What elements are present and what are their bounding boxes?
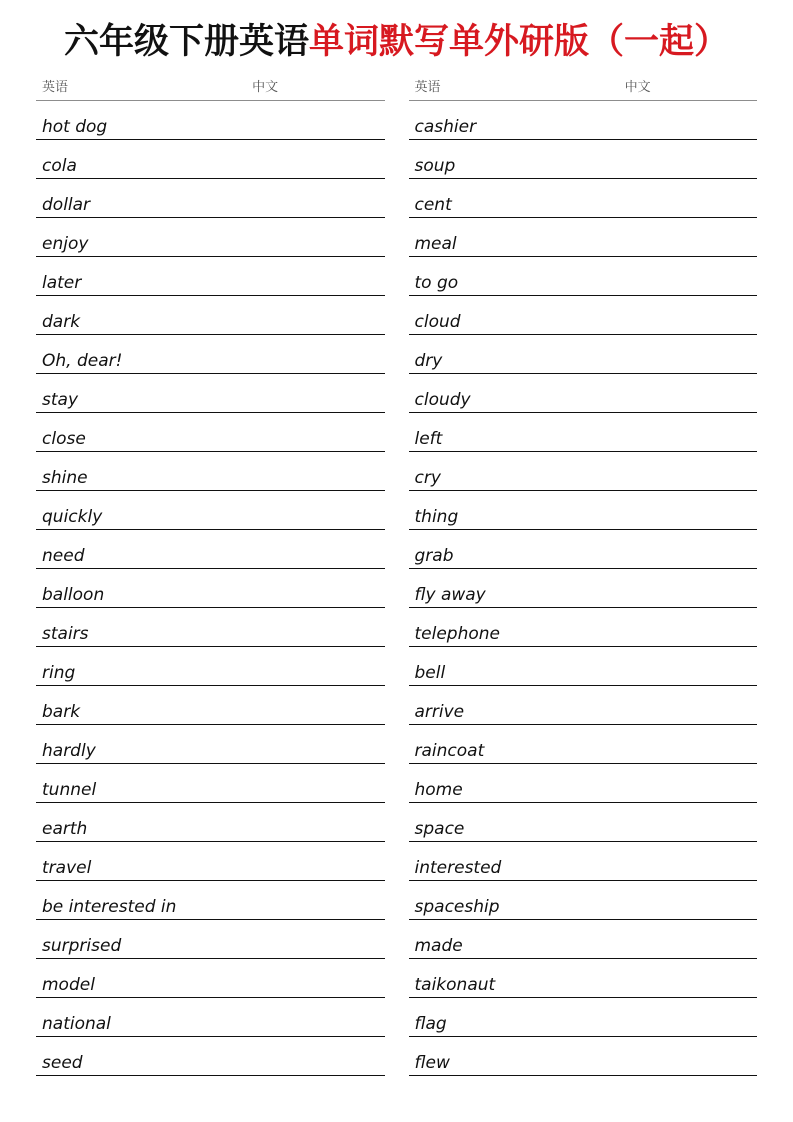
word-chinese-blank[interactable]	[252, 685, 384, 724]
word-english: dry	[409, 334, 625, 373]
table-row	[409, 373, 758, 412]
table-row	[36, 256, 385, 295]
word-english: space	[409, 802, 625, 841]
word-english: earth	[36, 802, 252, 841]
word-chinese-blank[interactable]	[625, 295, 757, 334]
table-row	[409, 412, 758, 451]
page-title-black: 六年级下册英语	[63, 22, 309, 61]
word-chinese-blank[interactable]	[252, 139, 384, 178]
word-chinese-blank[interactable]	[625, 685, 757, 724]
word-english: surprised	[36, 919, 252, 958]
word-english: fly away	[409, 568, 625, 607]
word-english: bark	[36, 685, 252, 724]
table-row	[409, 256, 758, 295]
word-english: stairs	[36, 607, 252, 646]
word-english: raincoat	[409, 724, 625, 763]
table-row	[409, 334, 758, 373]
table-row	[36, 373, 385, 412]
table-row	[36, 841, 385, 880]
table-row	[36, 295, 385, 334]
word-chinese-blank[interactable]	[625, 412, 757, 451]
word-english: be interested in	[36, 880, 252, 919]
table-row	[36, 412, 385, 451]
table-row	[36, 724, 385, 763]
word-chinese-blank[interactable]	[252, 178, 384, 217]
table-row	[409, 178, 758, 217]
word-english: cola	[36, 139, 252, 178]
word-columns	[36, 76, 757, 1076]
table-row	[409, 724, 758, 763]
word-column-right	[409, 76, 758, 1076]
word-chinese-blank[interactable]	[625, 919, 757, 958]
word-chinese-blank[interactable]	[252, 1036, 384, 1075]
word-chinese-blank[interactable]	[252, 724, 384, 763]
word-chinese-blank[interactable]	[625, 451, 757, 490]
column-header-chinese: 中文	[252, 76, 384, 101]
table-row	[36, 178, 385, 217]
word-chinese-blank[interactable]	[625, 529, 757, 568]
word-chinese-blank[interactable]	[625, 997, 757, 1036]
table-row	[409, 958, 758, 997]
word-chinese-blank[interactable]	[252, 958, 384, 997]
word-english: cry	[409, 451, 625, 490]
word-chinese-blank[interactable]	[252, 412, 384, 451]
word-english: hot dog	[36, 100, 252, 139]
word-english: travel	[36, 841, 252, 880]
table-row	[409, 451, 758, 490]
word-chinese-blank[interactable]	[625, 100, 757, 139]
word-chinese-blank[interactable]	[252, 217, 384, 256]
word-english: left	[409, 412, 625, 451]
word-chinese-blank[interactable]	[252, 763, 384, 802]
table-row	[409, 139, 758, 178]
word-english: cashier	[409, 100, 625, 139]
word-chinese-blank[interactable]	[252, 607, 384, 646]
table-row	[36, 1036, 385, 1075]
table-row	[409, 919, 758, 958]
table-row	[409, 490, 758, 529]
table-row	[36, 958, 385, 997]
table-row	[36, 919, 385, 958]
word-english: shine	[36, 451, 252, 490]
word-chinese-blank[interactable]	[625, 646, 757, 685]
word-chinese-blank[interactable]	[625, 607, 757, 646]
word-chinese-blank[interactable]	[625, 763, 757, 802]
table-row	[36, 451, 385, 490]
table-row	[409, 841, 758, 880]
word-chinese-blank[interactable]	[252, 841, 384, 880]
page-title-red: 单词默写单外研版（一起）	[309, 22, 730, 61]
word-english: cloudy	[409, 373, 625, 412]
page-title	[36, 20, 757, 64]
table-row	[409, 100, 758, 139]
table-row	[409, 646, 758, 685]
word-column-left	[36, 76, 385, 1076]
word-chinese-blank[interactable]	[252, 256, 384, 295]
word-chinese-blank[interactable]	[252, 295, 384, 334]
word-english: flag	[409, 997, 625, 1036]
word-chinese-blank[interactable]	[252, 451, 384, 490]
word-chinese-blank[interactable]	[252, 373, 384, 412]
word-chinese-blank[interactable]	[625, 139, 757, 178]
word-english: meal	[409, 217, 625, 256]
table-row	[409, 880, 758, 919]
word-english: ring	[36, 646, 252, 685]
table-header-row	[36, 76, 385, 101]
word-table-right	[409, 76, 758, 1076]
word-english: arrive	[409, 685, 625, 724]
word-english: seed	[36, 1036, 252, 1075]
word-english: stay	[36, 373, 252, 412]
word-chinese-blank[interactable]	[625, 334, 757, 373]
table-row	[409, 802, 758, 841]
column-header-english: 英语	[409, 76, 625, 101]
word-chinese-blank[interactable]	[625, 958, 757, 997]
word-english: spaceship	[409, 880, 625, 919]
table-row	[36, 763, 385, 802]
word-english: close	[36, 412, 252, 451]
table-row	[36, 100, 385, 139]
word-chinese-blank[interactable]	[252, 334, 384, 373]
table-row	[409, 1036, 758, 1075]
table-row	[409, 685, 758, 724]
word-english: model	[36, 958, 252, 997]
table-row	[36, 997, 385, 1036]
word-english: soup	[409, 139, 625, 178]
word-english: cent	[409, 178, 625, 217]
word-chinese-blank[interactable]	[625, 724, 757, 763]
word-chinese-blank[interactable]	[625, 490, 757, 529]
word-chinese-blank[interactable]	[625, 1036, 757, 1075]
word-english: enjoy	[36, 217, 252, 256]
word-english: national	[36, 997, 252, 1036]
table-row	[409, 607, 758, 646]
word-chinese-blank[interactable]	[625, 256, 757, 295]
word-english: flew	[409, 1036, 625, 1075]
word-english: later	[36, 256, 252, 295]
word-english: grab	[409, 529, 625, 568]
word-english: Oh, dear!	[36, 334, 252, 373]
word-english: quickly	[36, 490, 252, 529]
word-chinese-blank[interactable]	[252, 919, 384, 958]
word-chinese-blank[interactable]	[252, 997, 384, 1036]
table-row	[409, 997, 758, 1036]
table-header-row	[409, 76, 758, 101]
word-chinese-blank[interactable]	[252, 568, 384, 607]
table-row	[36, 568, 385, 607]
word-english: taikonaut	[409, 958, 625, 997]
word-chinese-blank[interactable]	[252, 529, 384, 568]
table-row	[36, 217, 385, 256]
table-row	[409, 529, 758, 568]
word-chinese-blank[interactable]	[625, 880, 757, 919]
word-english: to go	[409, 256, 625, 295]
table-row	[36, 646, 385, 685]
word-chinese-blank[interactable]	[625, 841, 757, 880]
word-chinese-blank[interactable]	[625, 568, 757, 607]
table-row	[36, 880, 385, 919]
table-row	[36, 607, 385, 646]
word-chinese-blank[interactable]	[252, 100, 384, 139]
word-english: tunnel	[36, 763, 252, 802]
word-chinese-blank[interactable]	[625, 802, 757, 841]
word-english: bell	[409, 646, 625, 685]
table-row	[36, 802, 385, 841]
word-chinese-blank[interactable]	[252, 802, 384, 841]
word-english: dark	[36, 295, 252, 334]
word-chinese-blank[interactable]	[625, 373, 757, 412]
table-row	[409, 763, 758, 802]
word-chinese-blank[interactable]	[252, 646, 384, 685]
table-row	[409, 568, 758, 607]
column-header-english: 英语	[36, 76, 252, 101]
word-english: need	[36, 529, 252, 568]
word-english: thing	[409, 490, 625, 529]
table-row	[36, 685, 385, 724]
word-table-left	[36, 76, 385, 1076]
word-english: hardly	[36, 724, 252, 763]
word-english: interested	[409, 841, 625, 880]
word-english: cloud	[409, 295, 625, 334]
table-row	[36, 334, 385, 373]
word-english: made	[409, 919, 625, 958]
word-chinese-blank[interactable]	[625, 217, 757, 256]
word-english: home	[409, 763, 625, 802]
table-row	[36, 529, 385, 568]
table-row	[36, 490, 385, 529]
word-english: telephone	[409, 607, 625, 646]
table-row	[36, 139, 385, 178]
table-row	[409, 217, 758, 256]
column-header-chinese: 中文	[625, 76, 757, 101]
word-chinese-blank[interactable]	[625, 178, 757, 217]
word-english: dollar	[36, 178, 252, 217]
word-english: balloon	[36, 568, 252, 607]
word-chinese-blank[interactable]	[252, 880, 384, 919]
table-row	[409, 295, 758, 334]
word-chinese-blank[interactable]	[252, 490, 384, 529]
